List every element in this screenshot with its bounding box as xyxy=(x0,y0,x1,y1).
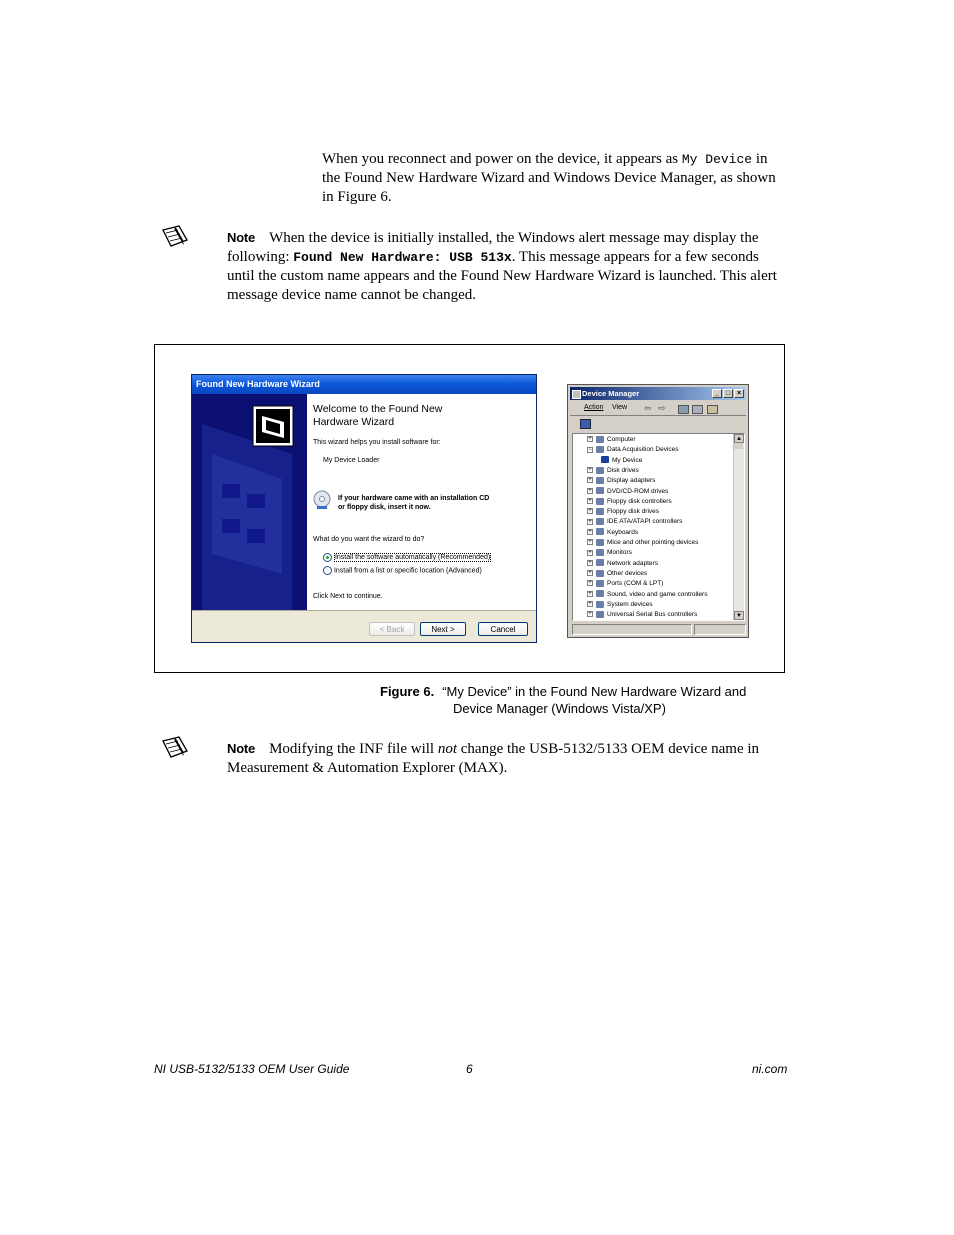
alert-message-code: Found New Hardware: USB 513x xyxy=(293,250,512,265)
device-category-icon xyxy=(596,590,604,597)
tree-item[interactable] xyxy=(587,528,638,538)
expand-icon[interactable]: + xyxy=(588,559,592,566)
expand-icon[interactable]: + xyxy=(588,601,592,608)
figure-caption: Figure 6. “My Device” in the Found New Hardware Wizard and Device Manager (Windows Vista/XP) xyxy=(380,684,747,716)
note-2: Note Modifying the INF file will not change the USB-5132/5133 OEM device name in Measurement & Automation Explorer (MAX). xyxy=(227,741,760,776)
intro-paragraph: When you reconnect and power on the device, it appears as My Device in the Found New Hardware Wizard and Windows Device Manager, as shown in Figure 6. xyxy=(322,151,776,205)
maximize-button[interactable]: □ xyxy=(723,389,733,398)
device-manager-window xyxy=(567,384,749,638)
note-label: Note xyxy=(227,230,256,245)
device-category-icon xyxy=(601,456,609,463)
menu-action[interactable]: Action xyxy=(584,404,604,411)
update-driver-icon[interactable] xyxy=(692,405,703,414)
note-icon xyxy=(161,224,189,253)
wizard-content: Welcome to the Found New Hardware Wizard This wizard helps you install software for: My Device Loader If your hardware came with an installation CD or floppy disk, insert it now. What do you want the wizard to do? Install the software automatically (Recommended) Install from a list or specific location (Advanced) Click Next to continue. xyxy=(307,394,536,610)
tree-item-label: Data Acquisition Devices xyxy=(607,446,679,454)
tree-item[interactable] xyxy=(587,548,632,558)
next-button[interactable]: Next > xyxy=(420,622,466,636)
back-arrow-icon[interactable]: ⇦ xyxy=(644,403,652,413)
tree-item[interactable] xyxy=(587,497,672,507)
computer-root-icon[interactable] xyxy=(580,419,591,429)
device-category-icon xyxy=(596,559,604,566)
menu-view[interactable]: View xyxy=(612,404,628,411)
expand-icon[interactable]: + xyxy=(588,436,592,443)
tree-item[interactable] xyxy=(587,466,639,476)
cancel-button[interactable]: Cancel xyxy=(478,622,528,636)
device-category-icon xyxy=(596,611,604,618)
note-icon xyxy=(161,735,189,764)
tree-item[interactable] xyxy=(587,538,698,548)
note-1: Note When the device is initially installed, the Windows alert message may display the following: Found New Hardware: USB 513x. This message appears for a few seconds until the custom name appears and the Found New Hardware Wizard is launched. This alert message device name cannot be changed. xyxy=(227,230,777,303)
device-category-icon xyxy=(596,508,604,515)
device-category-icon xyxy=(596,539,604,546)
tree-item[interactable] xyxy=(587,487,668,497)
tree-item-label: Floppy disk drives xyxy=(607,508,660,516)
wizard-button-bar xyxy=(192,610,536,642)
tree-item[interactable] xyxy=(587,476,655,486)
expand-icon[interactable]: + xyxy=(588,549,592,556)
scroll-thumb[interactable] xyxy=(734,443,743,449)
help-icon[interactable] xyxy=(707,405,718,414)
device-category-icon xyxy=(596,528,604,535)
device-category-icon xyxy=(596,477,604,484)
tree-item[interactable] xyxy=(587,610,697,620)
expand-icon[interactable]: + xyxy=(588,477,592,484)
tree-item-label: Computer xyxy=(607,436,636,443)
tree-item-label: Ports (COM & LPT) xyxy=(607,580,664,588)
page-number: 6 xyxy=(466,1062,473,1076)
tree-item-label: My Device xyxy=(612,456,643,464)
expand-icon[interactable]: + xyxy=(588,518,592,525)
tree-item-label: Keyboards xyxy=(607,528,639,536)
option-auto-radio[interactable]: Install the software automatically (Recommended) xyxy=(323,553,491,562)
devmgr-status-bar xyxy=(570,623,746,635)
tree-item-label: Disk drives xyxy=(607,466,639,474)
tree-item[interactable] xyxy=(587,569,647,579)
tree-item[interactable] xyxy=(601,456,642,466)
wizard-title-bar: Found New Hardware Wizard xyxy=(192,375,536,394)
collapse-icon[interactable]: − xyxy=(588,446,592,453)
device-category-icon xyxy=(596,601,604,608)
scroll-up-icon[interactable]: ▲ xyxy=(734,434,744,443)
back-button[interactable]: < Back xyxy=(369,622,415,636)
footer-url: ni.com xyxy=(752,1062,788,1076)
properties-icon[interactable] xyxy=(678,405,689,414)
forward-arrow-icon[interactable]: ⇨ xyxy=(658,403,666,413)
device-category-icon xyxy=(596,570,604,577)
my-device-code: My Device xyxy=(681,152,753,167)
tree-item-label: IDE ATA/ATAPI controllers xyxy=(607,518,683,526)
footer-title: NI USB-5132/5133 OEM User Guide xyxy=(154,1062,350,1076)
tree-item[interactable] xyxy=(587,507,659,517)
expand-icon[interactable]: + xyxy=(588,487,592,494)
tree-item-label: DVD/CD-ROM drives xyxy=(607,487,669,495)
expand-icon[interactable]: + xyxy=(588,528,592,535)
found-new-hardware-wizard xyxy=(191,374,537,643)
close-button[interactable]: × xyxy=(734,389,744,398)
tree-item[interactable] xyxy=(587,435,636,445)
tree-item-label: Monitors xyxy=(607,549,632,557)
expand-icon[interactable]: + xyxy=(588,498,592,505)
device-category-icon xyxy=(596,498,604,505)
devmgr-title-bar: Device Manager _ □ × xyxy=(570,387,746,400)
devmgr-menu-bar xyxy=(570,401,746,416)
radio-empty-icon xyxy=(323,566,332,575)
tree-item-label: Floppy disk controllers xyxy=(607,497,672,505)
expand-icon[interactable]: + xyxy=(588,508,592,515)
device-category-icon xyxy=(596,436,604,443)
cd-icon xyxy=(313,490,331,515)
devmgr-toolbar xyxy=(570,416,746,432)
tree-scrollbar[interactable] xyxy=(733,434,744,620)
expand-icon[interactable]: + xyxy=(588,580,592,587)
device-category-icon xyxy=(596,487,604,494)
tree-item[interactable] xyxy=(587,517,682,527)
expand-icon[interactable]: + xyxy=(588,590,592,597)
device-category-icon xyxy=(596,446,604,453)
tree-item-label: Universal Serial Bus controllers xyxy=(607,611,698,619)
device-tree xyxy=(572,433,745,621)
tree-item-label: Display adapters xyxy=(607,477,656,485)
device-category-icon xyxy=(596,580,604,587)
tree-item[interactable] xyxy=(587,590,707,600)
figure-label: Figure 6. xyxy=(380,684,435,699)
tree-item-label: Network adapters xyxy=(607,559,658,567)
expand-icon[interactable]: + xyxy=(588,570,592,577)
note-label: Note xyxy=(227,741,256,756)
wizard-heading: Welcome to the Found New xyxy=(313,403,443,415)
tree-item[interactable] xyxy=(587,600,653,610)
tree-item-label: Mice and other pointing devices xyxy=(607,539,699,546)
scroll-down-icon[interactable]: ▼ xyxy=(734,611,744,620)
device-manager-icon xyxy=(572,390,581,399)
tree-item-label: Other devices xyxy=(607,569,648,577)
expand-icon[interactable]: + xyxy=(588,611,592,618)
expand-icon[interactable]: + xyxy=(588,539,592,546)
tree-item[interactable] xyxy=(587,579,663,589)
tree-item[interactable] xyxy=(587,559,658,569)
device-category-icon xyxy=(596,467,604,474)
minimize-button[interactable]: _ xyxy=(712,389,722,398)
device-category-icon xyxy=(596,549,604,556)
option-manual-radio[interactable]: Install from a list or specific location (Advanced) xyxy=(323,566,482,575)
expand-icon[interactable]: + xyxy=(588,467,592,474)
radio-selected-icon xyxy=(323,553,332,562)
tree-item-label: System devices xyxy=(607,600,653,608)
device-category-icon xyxy=(596,518,604,525)
tree-item[interactable] xyxy=(587,445,679,455)
tree-item-label: Sound, video and game controllers xyxy=(607,590,708,598)
wizard-device-name: My Device Loader xyxy=(323,457,380,464)
wizard-banner xyxy=(192,394,307,610)
